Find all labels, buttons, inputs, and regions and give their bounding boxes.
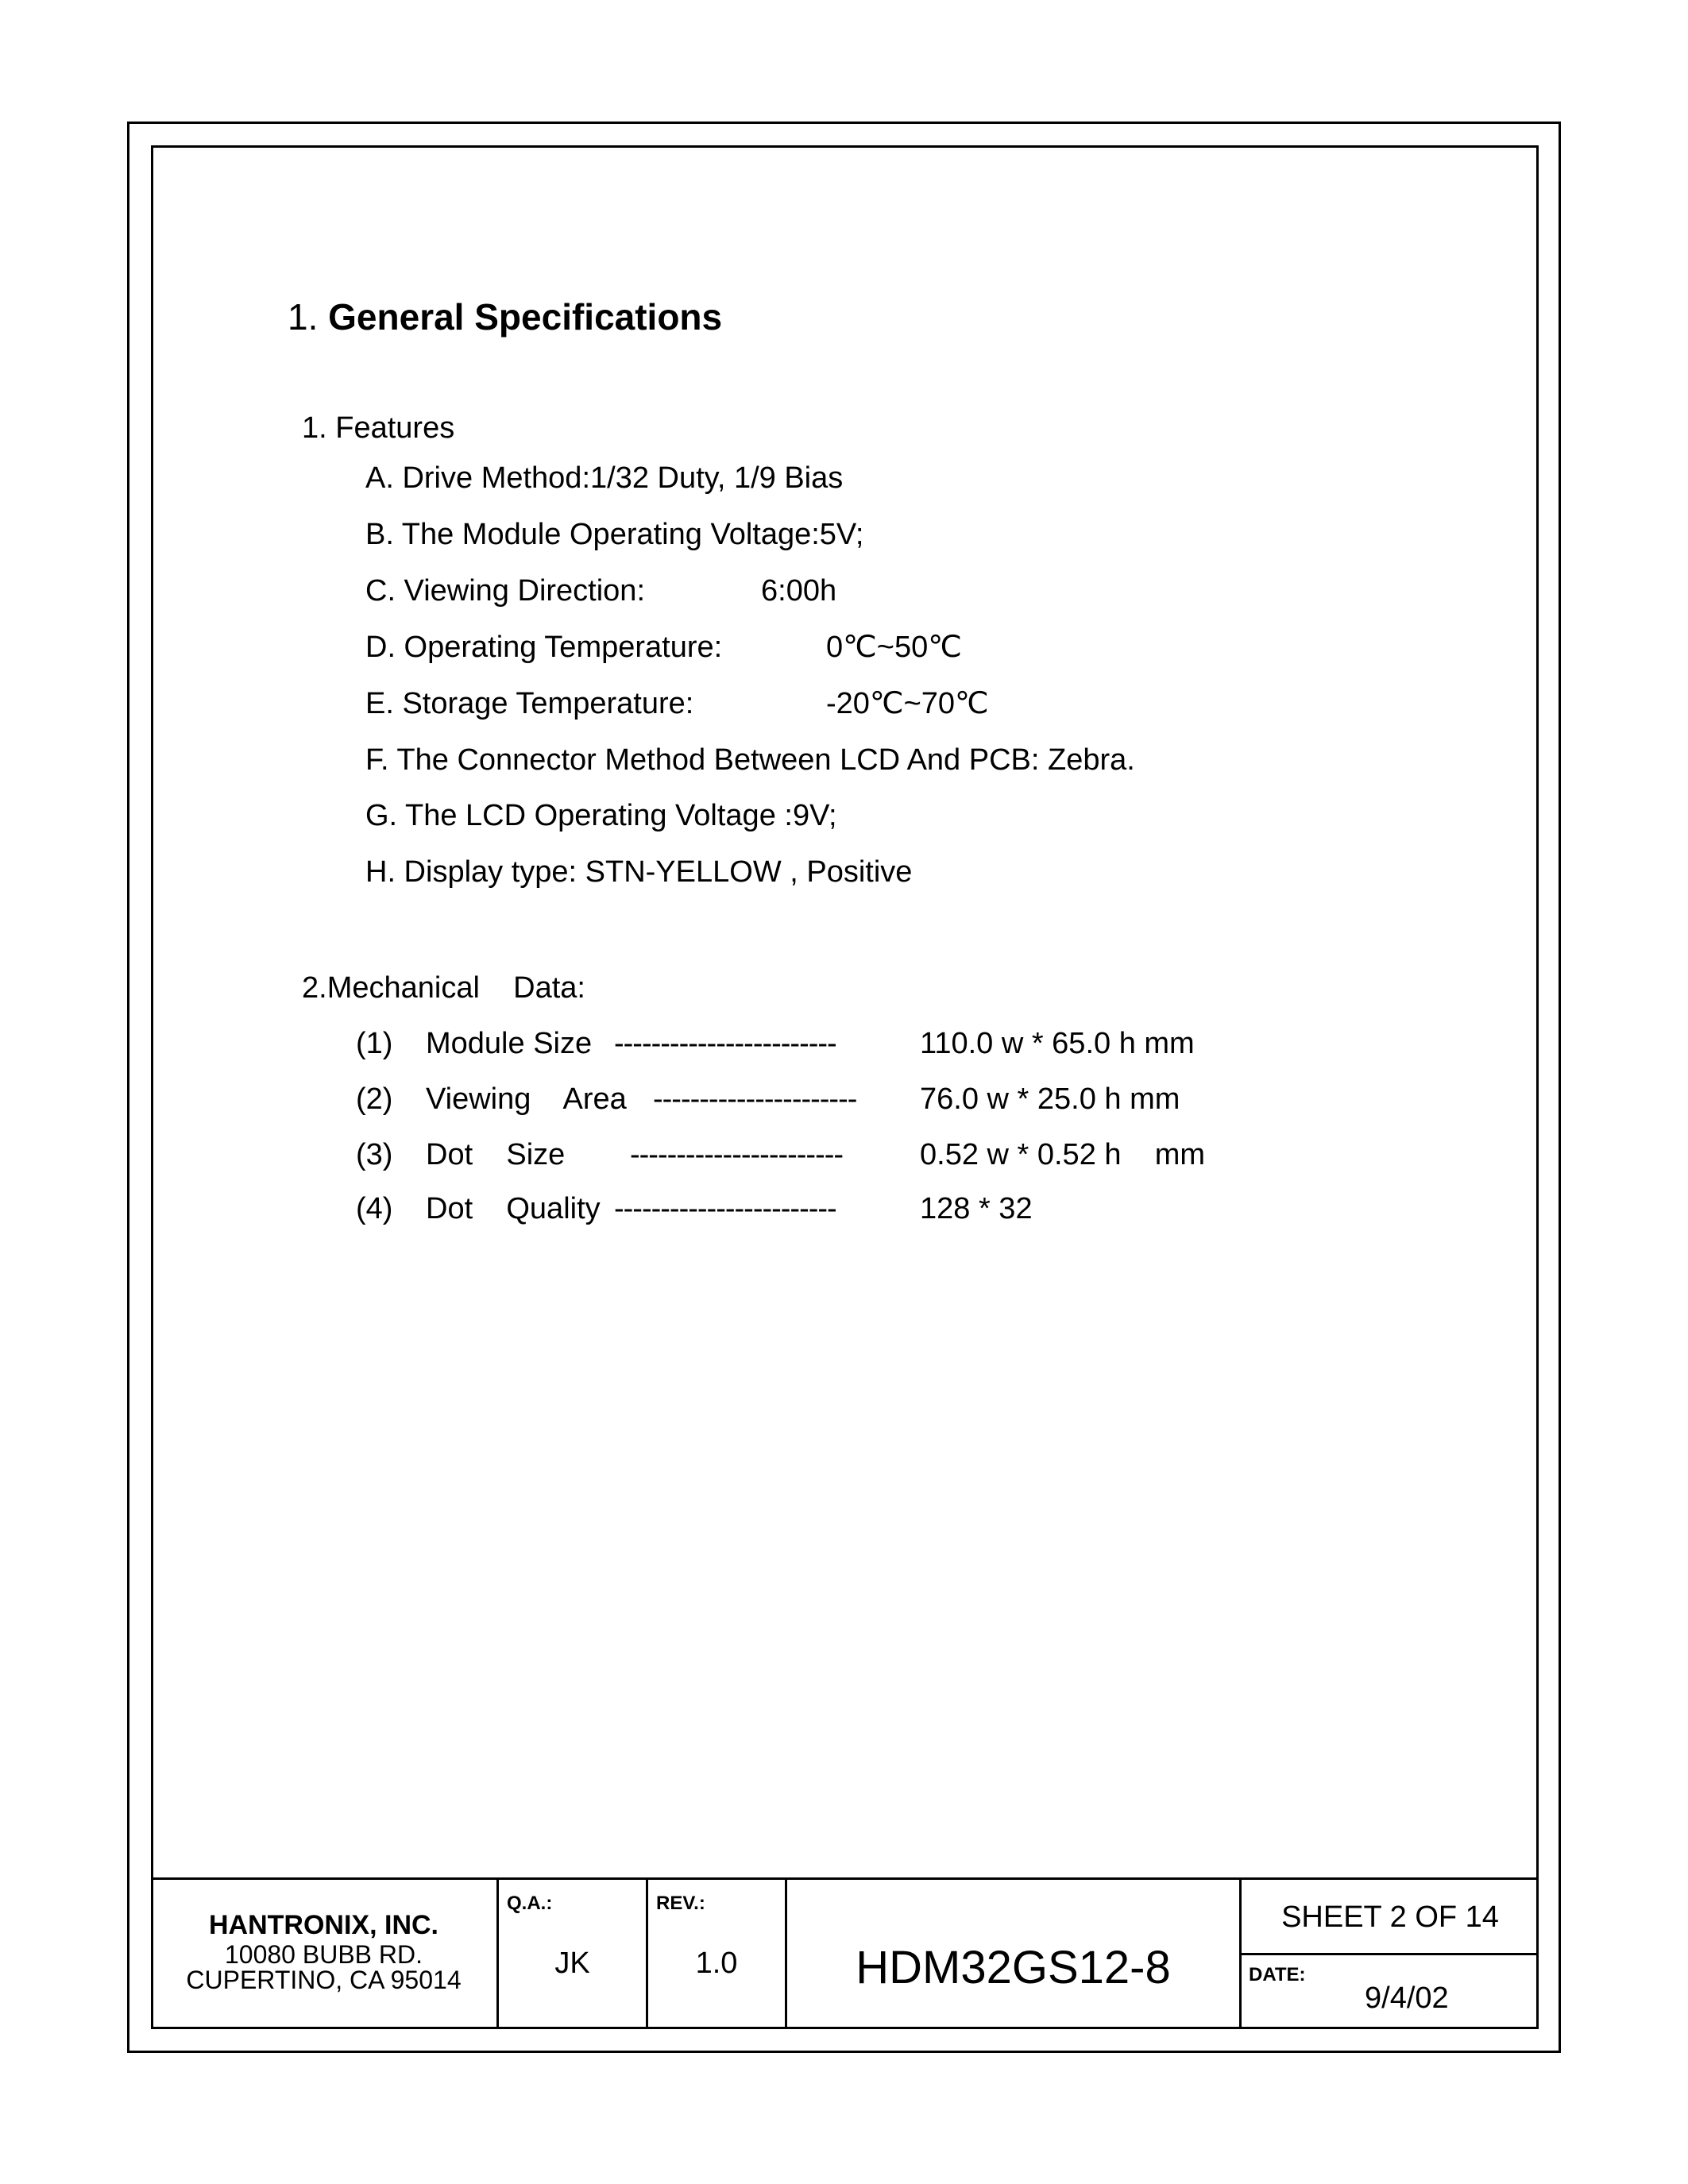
mechanical-heading: 2.Mechanical Data: (302, 971, 585, 1005)
row-label: Dot Quality (426, 1192, 601, 1225)
row-value: 76.0 w * 25.0 h mm (920, 1082, 1180, 1116)
feature-label: E. Storage Temperature: (365, 687, 694, 720)
row-value: 128 * 32 (920, 1192, 1033, 1225)
row-label: Module Size (426, 1027, 593, 1060)
features-heading: 1. Features (302, 411, 455, 445)
row-label: Viewing Area (426, 1082, 627, 1116)
feature-item (365, 631, 962, 664)
row-index: (2) (356, 1082, 393, 1116)
qa-value: JK (554, 1947, 590, 1980)
section-title (288, 295, 722, 338)
row-index: (1) (356, 1027, 393, 1060)
rev-value: 1.0 (695, 1947, 738, 1980)
date-value: 9/4/02 (1365, 1981, 1449, 2015)
feature-value: -20℃~70℃ (826, 687, 989, 720)
title-block (151, 1877, 1539, 2029)
feature-value: 0℃~50℃ (826, 631, 962, 664)
sheet-number: SHEET 2 OF 14 (1281, 1900, 1499, 1934)
feature-item (365, 519, 863, 550)
feature-item (365, 687, 989, 720)
row-value: 0.52 w * 0.52 h mm (920, 1138, 1206, 1171)
company-address-line1: 10080 BUBB RD. (224, 1940, 423, 1969)
feature-label: B. The Module Operating Voltage:5V; (365, 518, 864, 551)
feature-label: D. Operating Temperature: (365, 631, 723, 664)
section-title-text: General Specifications (328, 296, 723, 338)
date-label: DATE: (1249, 1964, 1306, 1985)
feature-label: C. Viewing Direction: (365, 574, 646, 608)
divider (1239, 1953, 1539, 1955)
feature-item (365, 801, 837, 831)
feature-item (365, 463, 843, 493)
feature-label: G. The LCD Operating Voltage :9V; (365, 799, 837, 832)
row-value: 110.0 w * 65.0 h mm (920, 1027, 1195, 1060)
row-dashes: ----------------------- (630, 1138, 844, 1171)
row-index: (4) (356, 1192, 393, 1225)
feature-label: H. Display type: STN-YELLOW , Positive (365, 855, 913, 889)
row-index: (3) (356, 1138, 393, 1171)
feature-label: F. The Connector Method Between LCD And PCB: Zebra. (365, 743, 1135, 777)
qa-label: Q.A.: (507, 1893, 553, 1914)
feature-label: A. Drive Method:1/32 Duty, 1/9 Bias (365, 461, 844, 495)
company-address-line2: CUPERTINO, CA 95014 (186, 1966, 462, 1994)
rev-label: REV.: (656, 1893, 705, 1914)
feature-item (365, 574, 837, 608)
row-dashes: ------------------------ (614, 1027, 836, 1060)
row-dashes: ------------------------ (614, 1192, 836, 1225)
row-label: Dot Size (426, 1138, 566, 1171)
section-number: 1. (288, 296, 319, 338)
feature-value: 6:00h (761, 574, 837, 608)
feature-item (365, 857, 912, 887)
row-dashes: ---------------------- (653, 1082, 857, 1116)
part-number: HDM32GS12-8 (856, 1942, 1171, 1993)
company-name: HANTRONIX, INC. (209, 1910, 438, 1940)
feature-item (365, 745, 1135, 775)
